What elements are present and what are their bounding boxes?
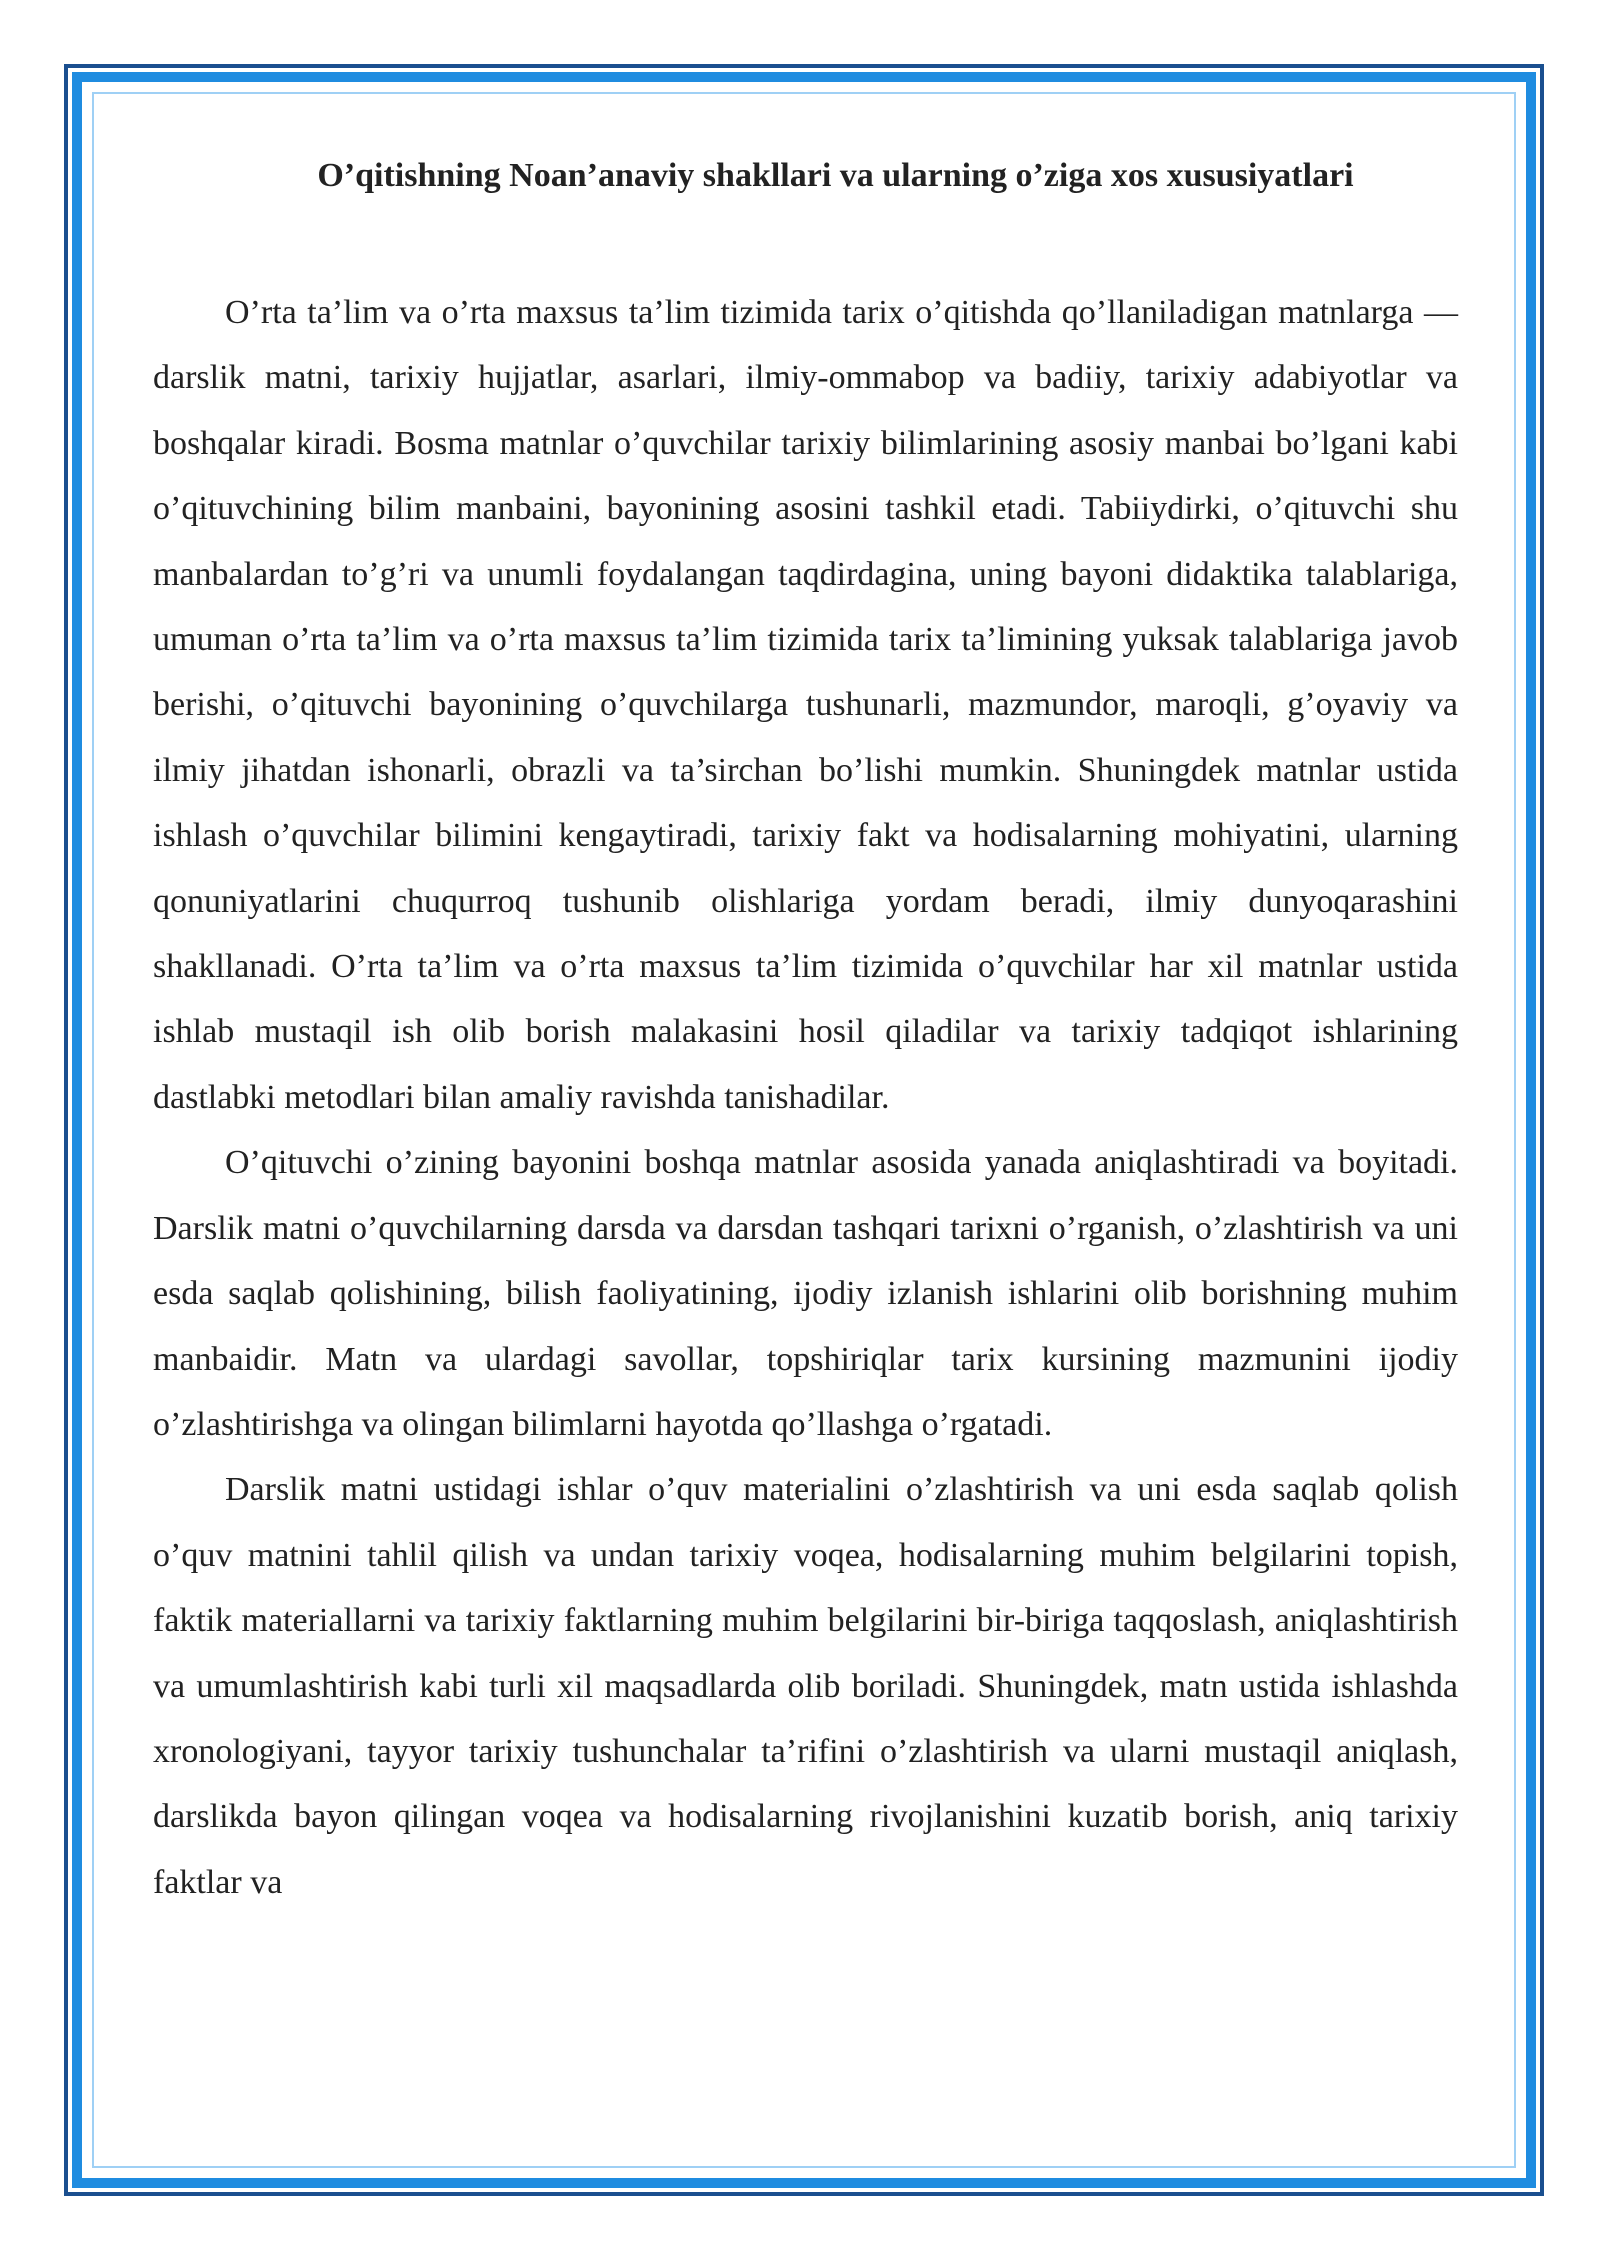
paragraph-3: Darslik matni ustidagi ishlar o’quv materialini o’zlashtirish va uni esda saqlab qolish o’quv matnini tahlil qilish va undan tarixiy voqea, hodisalarning muhim belgilarini topish, faktik materiallarni va tarixiy faktlarning muhim belgilarini bir-biriga taqqoslash, aniqlashtirish va umumlashtirish kabi turli xil maqsadlarda olib boriladi. Shuningdek, matn ustida ishlashda xronologiyani, tayyor tarixiy tushunchalar ta’rifini o’zlashtirish va ularni mustaqil aniqlash, darslikda bayon qilingan voqea va hodisalarning rivojlanishini kuzatib borish, aniq tarixiy faktlar va xyxy=(153,1471,1458,1901)
document-body xyxy=(153,280,1458,1915)
document-title: O’qitishning Noan’anaviy shakllari va ularning o’ziga xos xususiyatlari xyxy=(317,157,1354,194)
paragraph-1: O’rta ta’lim va o’rta maxsus ta’lim tizimida tarix o’qitishda qo’llaniladigan matnlarga — darslik matni, tarixiy hujjatlar, asarlari, ilmiy-ommabop va badiiy, tarixiy adabiyotlar va boshqalar kiradi. Bosma matnlar o’quvchilar tarixiy bilimlarining asosiy manbai bo’lgani kabi o’qituvchining bilim manbaini, bayonining asosini tashkil etadi. Tabiiydirki, o’qituvchi shu manbalardan to’g’ri va unumli foydalangan taqdirdagina, uning bayoni didaktika talablariga, umuman o’rta ta’lim va o’rta maxsus ta’lim tizimida tarix ta’limining yuksak talablariga javob berishi, o’qituvchi bayonining o’quvchilarga tushunarli, mazmundor, maroqli, g’oyaviy va ilmiy jihatdan ishonarli, obrazli va ta’sirchan bo’lishi mumkin. Shuningdek matnlar ustida ishlash o’quvchilar bilimini kengaytiradi, tarixiy fakt va hodisalarning mohiyatini, ularning qonuniyatlarini chuqurroq tushunib olishlariga yordam beradi, ilmiy dunyoqarashini shakllanadi. O’rta ta’lim va o’rta maxsus ta’lim tizimida o’quvchilar har xil matnlar ustida ishlab mustaqil ish olib borish malakasini hosil qiladilar va tarixiy tadqiqot ishlarining dastlabki metodlari bilan amaliy ravishda tanishadilar. xyxy=(153,294,1458,1116)
paragraph-2: O’qituvchi o’zining bayonini boshqa matnlar asosida yanada aniqlashtiradi va boyitadi. Darslik matni o’quvchilarning darsda va darsdan tashqari tarixni o’rganish, o’zlashtirish va uni esda saqlab qolishining, bilish faoliyatining, ijodiy izlanish ishlarini olib borishning muhim manbaidir. Matn va ulardagi savollar, topshiriqlar tarix kursining mazmunini ijodiy o’zlashtirishga va olingan bilimlarni hayotda qo’llashga o’rgatadi. xyxy=(153,1144,1458,1443)
